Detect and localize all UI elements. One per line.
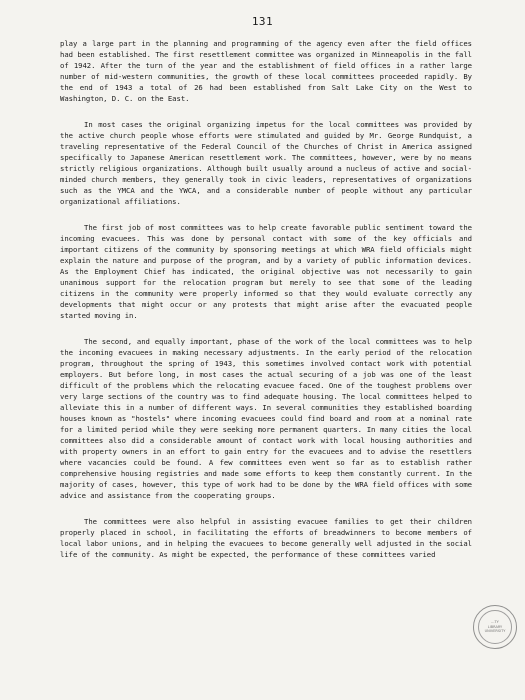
stamp-line-1: ...TY <box>491 620 499 625</box>
page-number: 131 <box>251 15 274 28</box>
paragraph-5: The committees were also helpful in assisting evacuee families to get their children properly placed in school, in facilitating the efforts of breadwinners to become members of local labor unions, and in helping the evacuees to become generally well adjusted in the social life of the community. As might be expected, the performance of these committees varied <box>60 517 472 559</box>
stamp-line-2: LIBRARY <box>487 624 503 629</box>
library-stamp-inner <box>478 610 512 644</box>
paragraph-3: The first job of most committees was to help create favorable public sentiment toward the incoming evacuees. This was done by personal contact with some of the key officials and important citizens of the community by sponsoring meetings at which WRA field officials might explain the nature and purpose of the program, and by a variety of public information devices. As the Employment Chief has indicated, the original objective was not necessarily to gain unanimous support for the relocation program but merely to see that some of the leading citizens in the community were properly informed so that they would evaluate correctly any developments that might occur or any protests that might arise after the evacuated people started moving in. <box>60 223 472 320</box>
stamp-line-3: UNIVERSITY <box>484 629 506 634</box>
library-stamp <box>473 605 517 649</box>
body-text <box>60 38 472 560</box>
paragraph-4: The second, and equally important, phase of the work of the local committees was to help the incoming evacuees in making necessary adjustments. In the early period of the relocation program, throughout the spring of 1943, this sometimes involved contact work with potential employers. But before long, in most cases the actual securing of a job was one of the least difficult of the problems which the relocating evacuee faced. One of the toughest problems over very large sections of the country was to find adequate housing. The local committees helped to alleviate this in a number of different ways. In several communities they established boarding houses known as "hostels" where incoming evacuees could find board and room at a nominal rate for a limited period while they were seeking more permanent quarters. In many cities the local committees also did a considerable amount of contact work with local housing authorities and with property owners in an effort to gain entry for the evacuees and to advise the resettlers where vacancies could be found. A few committees even went so far as to establish rather comprehensive housing registries and made some efforts to keep them constantly current. In the majority of cases, however, this type of work had to be done by the WRA field offices with some advice and assistance from the cooperating groups. <box>60 337 472 500</box>
paragraph-2: In most cases the original organizing impetus for the local committees was provided by the active church people whose efforts were stimulated and guided by Mr. George Rundquist, a traveling representative of the Federal Council of the Churches of Christ in America assigned specifically to Japanese American resettlement work. The committees, however, were by no means strictly religious organizations. Although built usually around a nucleus of active and social-minded church members, they generally took in civic leaders, representatives of organizations such as the YMCA and the YWCA, and a considerable number of people without any particular organizational affiliations. <box>60 120 472 206</box>
paragraph-1: play a large part in the planning and programming of the agency even after the field offices had been established. The first resettlement committee was organized in Minneapolis in the fall of 1942. After the turn of the year and the establishment of field offices in a rather large number of mid-western communities, the growth of these local committees proceeded rapidly. By the end of 1943 a total of 26 had been established from Salt Lake City on the West to Washington, D. C. on the East. <box>60 39 472 103</box>
